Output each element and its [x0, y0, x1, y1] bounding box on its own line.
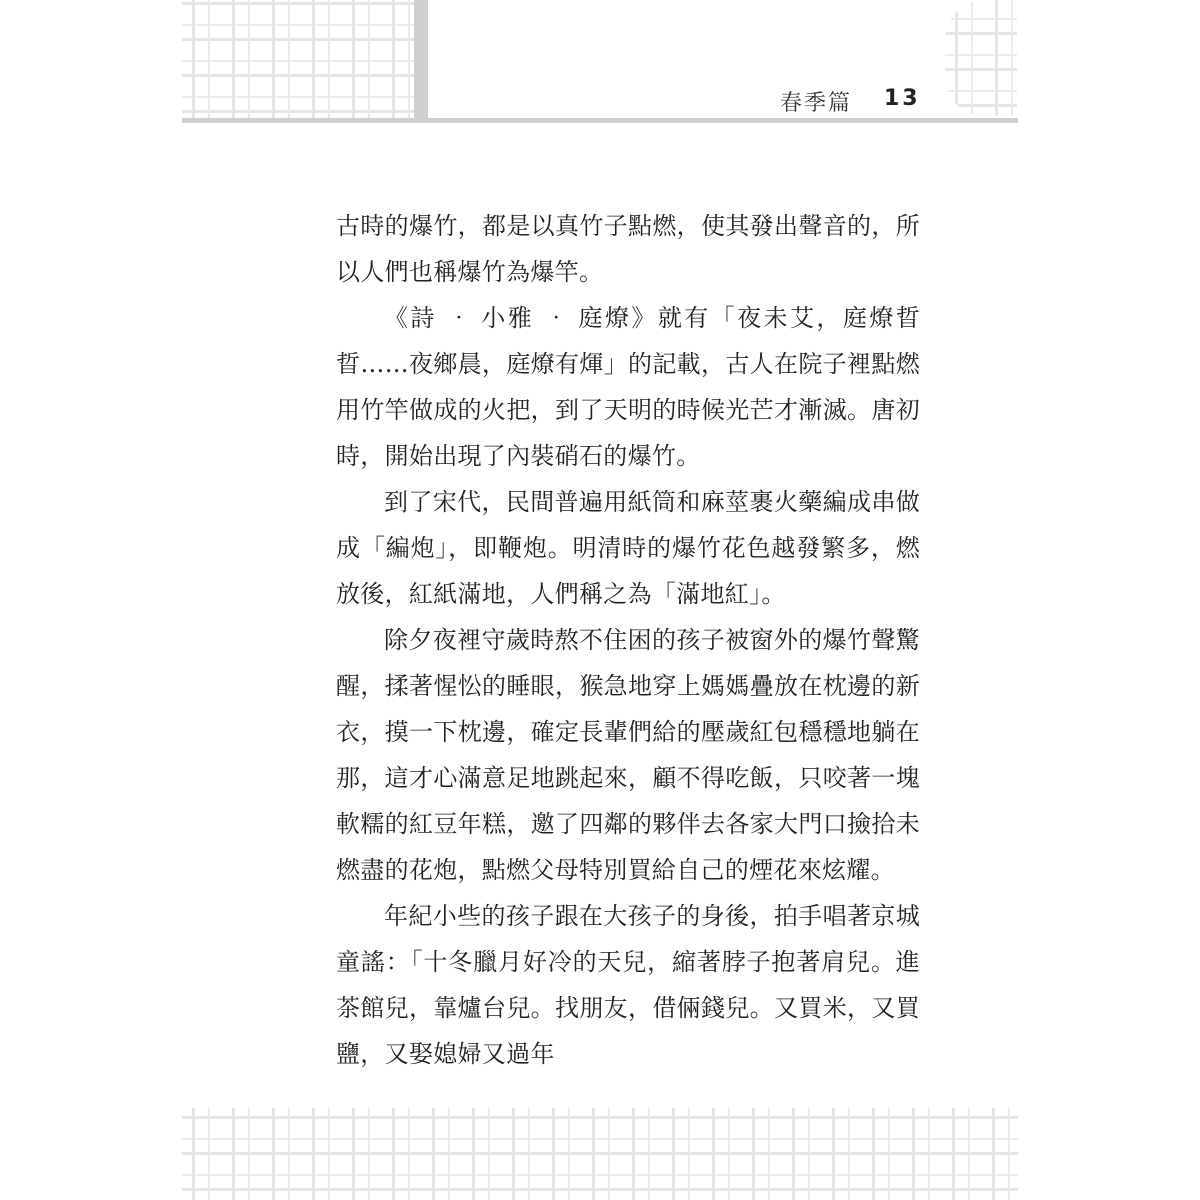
paragraph: 到了宋代，民間普遍用紙筒和麻莖裹火藥編成串做成「編炮」，即鞭炮。明清時的爆竹花色越發繁多，燃放後，紅紙滿地，人們稱之為「滿地紅」。	[336, 488, 920, 608]
lattice-ornament-bottom	[182, 1108, 1018, 1200]
paragraph: 年紀小些的孩子跟在大孩子的身後，拍手唱著京城童謠：「十冬臘月好冷的天兒，縮著脖子抱著肩兒。進茶館兒，靠爐台兒。找朋友，借倆錢兒。又買米，又買鹽，又娶媳婦又過年	[336, 902, 920, 1068]
header-band	[414, 0, 428, 122]
paragraph: 《詩 ‧ 小雅 ‧ 庭燎》就有「夜未艾，庭燎晢晢……夜鄉晨，庭燎有煇」的記載，古人在院子裡點燃用竹竿做成的火把，到了天明的時候光芒才漸滅。唐初時，開始出現了內裝硝石的爆竹。	[336, 304, 920, 470]
page-number: 13	[884, 86, 921, 111]
body-text	[336, 203, 920, 1077]
lattice-ornament-top-right	[945, 0, 1017, 116]
lattice-ornament-top-left	[182, 0, 414, 122]
paragraph: 除夕夜裡守歲時熬不住困的孩子被窗外的爆竹聲驚醒，揉著惺忪的睡眼，猴急地穿上媽媽疊放在枕邊的新衣，摸一下枕邊，確定長輩們給的壓歲紅包穩穩地躺在那，這才心滿意足地跳起來，顧不得吃飯，只咬著一塊軟糯的紅豆年糕，邀了四鄰的夥伴去各家大門口撿拾未燃盡的花炮，點燃父母特別買給自己的煙花來炫耀。	[336, 626, 920, 884]
section-title: 春季篇	[780, 91, 853, 116]
header-rule	[182, 118, 1018, 123]
paragraph: 古時的爆竹，都是以真竹子點燃，使其發出聲音的，所以人們也稱爆竹為爆竿。	[336, 212, 920, 286]
